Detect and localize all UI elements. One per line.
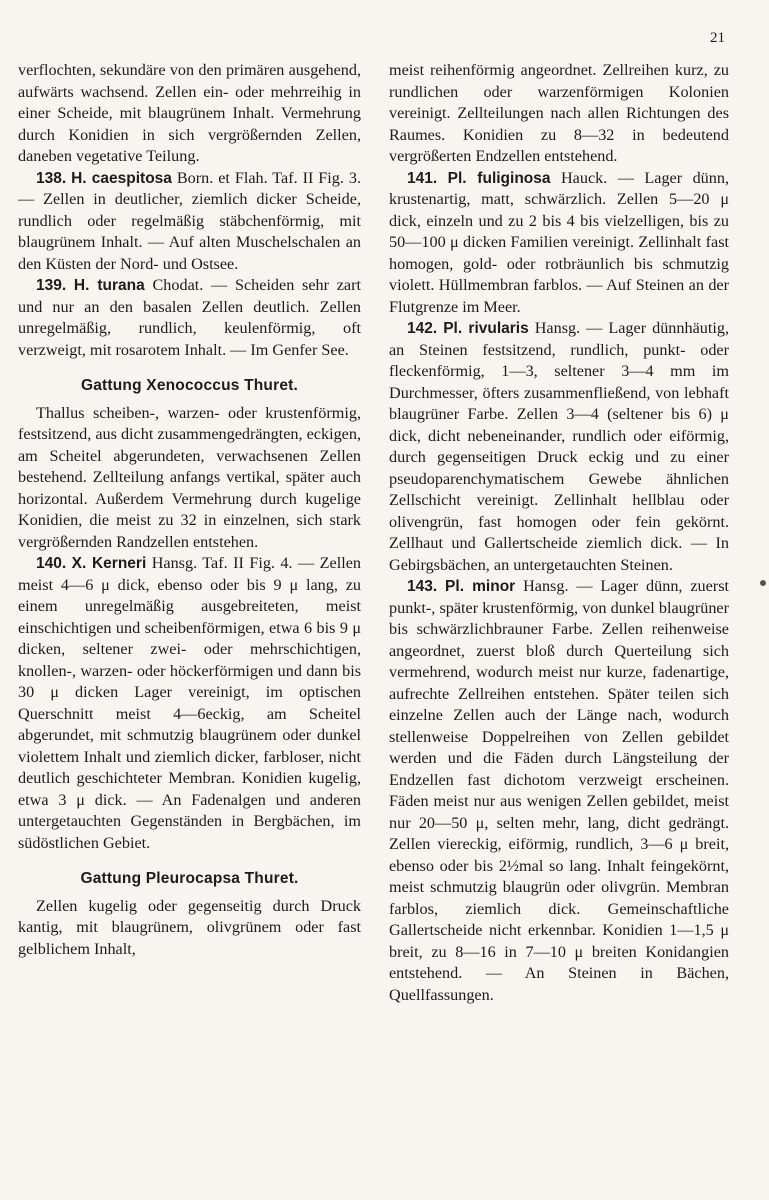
species-name: X. Kerneri	[71, 555, 147, 572]
species-description: Hansg. Taf. II Fig. 4. — Zellen meist 4—6 μ dick, ebenso oder bis 9 μ lang, zu einem unregelmäßig ausgebreiteten, meist einschichtigen und scheibenförmigen, etwa 6 bis 9 μ dicken, seltener zwei- oder mehrschichtigen, knollen-, warzen- oder höckerförmigen und dann bis 30 μ dicken Lager vereinigt, im optischen Querschnitt meist 4—6eckig, am Scheitel abgerundet, mit schmutzig blaugrünem oder dunkel violettem Inhalt und ziemlich dicker, farbloser, nicht deutlich geschichteter Membran. Konidien kugelig, etwa 3 μ dick. — An Fadenalgen und anderen untergetauchten Gegenständen in Bergbächen, im südöstlichen Gebiet.	[18, 554, 362, 852]
left-column	[18, 60, 361, 960]
right-column	[389, 60, 729, 1006]
species-name: H. turana	[73, 277, 145, 294]
species-entry-143	[389, 576, 729, 1006]
species-number: 138.	[36, 169, 67, 187]
species-description: Hansg. — Lager dünn, zuerst punkt-, später krustenförmig, von dunkel blaugrüner bis schwärzlichbrauner Farbe. Zellen reihenweise angeordnet, zuerst bloß durch Querteilung sich vermehrend, wodurch meist nur kurze, fadenartige, aufrechte Zellreihen entstehen. Später teilen sich einzelne Zellen auch der Länge nach, wodurch stellenweise Doppelreihen von Zellen gebildet werden und die Fäden durch Längsteilung der Endzellen fast dichotom verzweigt erscheinen. Fäden meist nur aus wenigen Zellen gebildet, meist nur 20—50 μ, selten mehr, lang, dicht gedrängt. Zellen viereckig, eiförmig, rundlich, 3—6 μ breit, ebenso oder bis 2½mal so lang. Inhalt feingekörnt, meist schmutzig blaugrün oder olivgrün. Membran farblos, ziemlich dick. Gemeinschaftliche Gallertscheide nicht erkennbar. Konidien 1—1,5 μ breit, zu 8—16 in 7—10 μ breiten Konidangien entstehend. — An Steinen in Bächen, Quellfassungen.	[389, 577, 729, 1004]
species-number: 143.	[407, 578, 438, 595]
page-number: 21	[710, 30, 725, 46]
paragraph-continuation: meist reihenförmig angeordnet. Zellreihen kurz, zu rundlichen oder warzenförmigen Kolonien vereinigt. Zellteilungen nach allen Richtungen des Raumes. Konidien zu 8—32 in bedeutend vergrößerten Endzellen entstehend.	[389, 61, 729, 165]
species-entry-139	[18, 275, 361, 361]
genus-heading-pleurocapsa: Gattung Pleurocapsa Thuret.	[80, 870, 299, 887]
species-name: H. caespitosa	[71, 169, 172, 187]
species-name: Pl. fuliginosa	[447, 169, 551, 187]
ink-speck	[760, 580, 766, 586]
genus-description: Thallus scheiben-, warzen- oder krustenförmig, festsitzend, aus dicht zusammengedrängten, eckigen, am Scheitel abgerundeten, verwachsenen Zellen bestehend. Zellteilung anfangs vertikal, später auch horizontal. Außerdem Vermehrung durch kugelige Konidien, die meist zu 32 in einzelnen, sich stark vergrößernden Randzellen entstehen.	[18, 403, 361, 551]
genus-description: Zellen kugelig oder gegenseitig durch Druck kantig, mit blaugrünem, olivgrünem oder fast gelblichem Inhalt,	[18, 896, 361, 958]
species-name: Pl. minor	[445, 578, 516, 595]
species-description: Hansg. — Lager dünnhäutig, an Steinen festsitzend, rundlich, punkt- oder fleckenförmig, 1—3, seltener 3—4 mm im Durchmesser, öfters zusammenfließend, von lebhaft blaugrüner Farbe. Zellen 3—4 (seltener bis 6) μ dick, dicht nebeneinander, rundlich oder eiförmig, durch gegenseitigen Druck eckig und zu einer pseudoparenchymatischem Gewebe ähnlichen Zellschicht vereinigt. Zellinhalt hellblau oder olivengrün, fast homogen oder fein gekörnt. Zellhaut und Gallertscheide ziemlich dick. — In Gebirgsbächen, an untergetauchten Steinen.	[389, 319, 729, 574]
species-description: Chodat. — Scheiden sehr zart und nur an den basalen Zellen deutlich. Zellen unregelmäßig, rundlich, keulenförmig, oft verzweigt, mit rosarotem Inhalt. — Im Genfer See.	[18, 276, 361, 359]
genus-heading-xenococcus: Gattung Xenococcus Thuret.	[80, 377, 299, 394]
species-entry-142	[389, 318, 729, 576]
species-number: 142.	[407, 320, 438, 337]
species-number: 141.	[407, 169, 438, 187]
paragraph-continuation: verflochten, sekundäre von den primären ausgehend, aufwärts wachsend. Zellen ein- oder mehrreihig in einer Scheide, mit blaugrünem Inhalt. Vermehrung durch Konidien in sich vergrößernden Zellen, daneben vegetative Teilung.	[18, 61, 361, 165]
species-entry-138	[18, 168, 361, 276]
species-entry-140	[18, 553, 361, 854]
species-description: Born. et Flah. Taf. II Fig. 3. — Zellen in deutlicher, ziemlich dicker Scheide, rundlich oder regelmäßig stäbchenförmig, mit blaugrünem Inhalt. — Auf alten Muschelschalen an den Küsten der Nord- und Ostsee.	[18, 168, 362, 273]
species-number: 140.	[36, 555, 67, 572]
species-description: Hauck. — Lager dünn, krustenartig, matt, schwärzlich. Zellen 5—20 μ dick, einzeln und zu 2 bis 4 bis vielzelligen, bis zu 50—100 μ dicken Familien vereinigt. Zellinhalt fast homogen, gold- oder rotbräunlich bis schmutzig violett. Hüllmembran farblos. — Auf Steinen an der Flutgrenze im Meer.	[389, 168, 730, 316]
species-entry-141	[389, 168, 729, 319]
species-number: 139.	[36, 277, 67, 294]
species-name: Pl. rivularis	[443, 320, 529, 337]
